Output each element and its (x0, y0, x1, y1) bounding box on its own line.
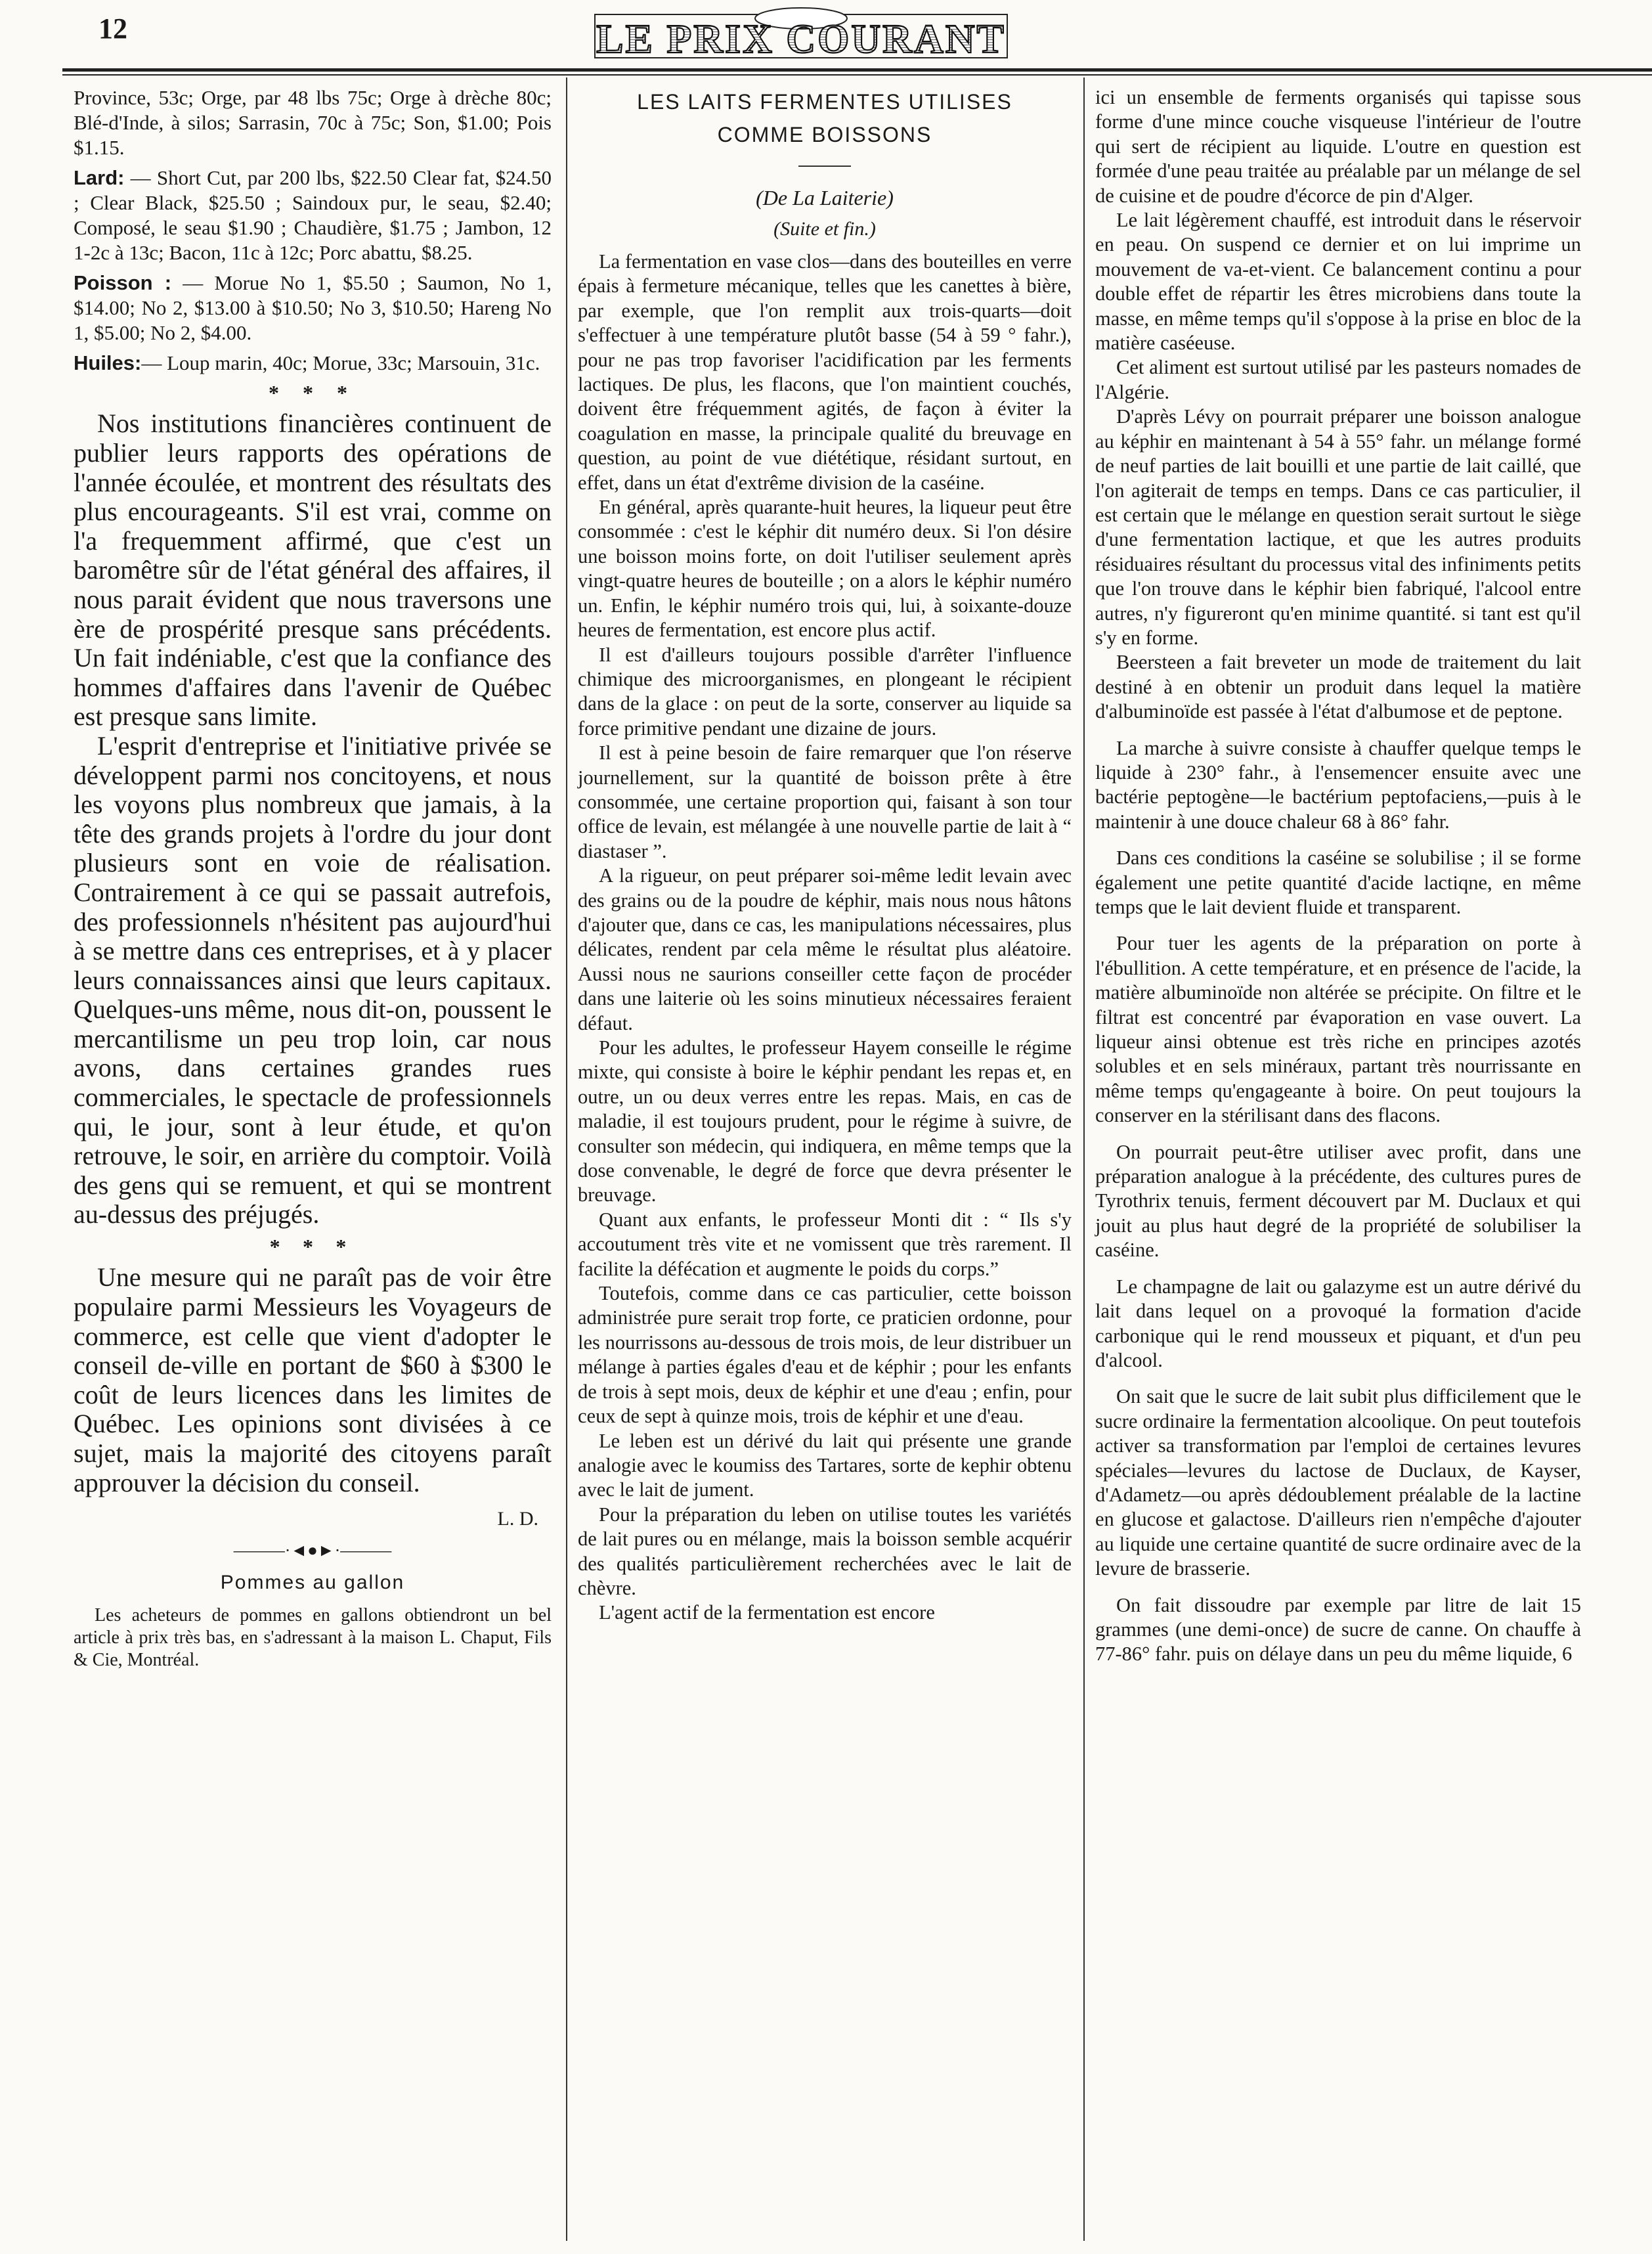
pommes-text: Les acheteurs de pommes en gallons obtiendront un bel article à prix très bas, en s'adressant à la maison L. Chaput, Fils & Cie, Montréal. (74, 1605, 552, 1670)
market-poisson (74, 271, 552, 345)
article-paragraph: Pour tuer les agents de la préparation on porte à l'ébullition. A cette température, et en présence de l'acide, la matière albuminoïde non altérée se précipite. On filtre et le filtrat est concentré par évaporation en vase ouvert. La liqueur ainsi obtenue est très riche en principes azotés solubles et en sels minéraux, partant très nourrissante en même temps qu'engageante à boire. On peut toujours la conserver en la stérilisant dans des flacons. (1095, 932, 1581, 1127)
article-title-line1: LES LAITS FERMENTES UTILISES (637, 90, 1012, 114)
editorial-paragraph: Nos institutions financières continuent de publier leurs rapports des opérations de l'année écoulée, et montrent des résultats des plus encourageants. S'il est vrai, comme on l'a frequemment affirmé, que c'est un baromêtre sûr de l'état général des affaires, il nous parait évident que nous traversons une ère de prospérité presque sans précédents. Un fait indéniable, c'est que la confiance des hommes d'affaires dans l'avenir de Québec est presque sans limite. (74, 409, 552, 732)
poisson-label: Poisson : (74, 271, 172, 294)
title-rule (798, 166, 851, 167)
masthead-logo (591, 5, 1011, 63)
article-paragraph: Le lait légèrement chauffé, est introduit dans le réservoir en peau. On suspend ce dernier et on lui imprime un mouvement de va-et-vient. Ce balancement continu a pour double effet de répartir les êtres microbiens dans toute la masse, en même temps qu'il s'oppose à la prise en bloc de la matière caséeuse. (1095, 209, 1581, 355)
poisson-text: — Morue No 1, $5.50 ; Saumon, No 1, $14.00; No 2, $13.00 à $10.50; No 3, $10.50; Hareng No 1, $5.00; No 2, $4.00. (74, 271, 552, 344)
editorial-paragraph: L'esprit d'entreprise et l'initiative privée se développent parmi nos concitoyens, et nous les voyons plus nombreux que jamais, à la tête des grands projets à l'ordre du jour dont plusieurs sont en voie de réalisation. Contrairement à ce qui se passait autrefois, des professionnels n'hésitent pas aujourd'hui à se mettre dans ces entreprises, et à y placer leurs connaissances ainsi que leurs capitaux. Quelques-uns même, nous dit-on, poussent le mercantilisme un peu trop loin, car nous avons, dans certaines grandes rues commerciales, le spectacle de professionnels qui, le jour, sont à leur étude, et qu'on retrouve, le soir, en arrière du comptoir. Voilà des gens qui se remuent, et qui se montrent au-dessus des préjugés. (74, 730, 552, 1229)
lard-label: Lard: (74, 166, 125, 189)
column-2 (578, 85, 1072, 1625)
market-lard (74, 166, 552, 265)
article-paragraph: On fait dissoudre par exemple par litre de lait 15 grammes (une demi-once) de sucre de canne. On chauffe à 77-86° fahr. puis on délaye dans un peu du même liquide, 6 (1095, 1593, 1581, 1666)
editorial-voyageurs (74, 1263, 552, 1497)
article-paragraph: Le leben est un dérivé du lait qui présente une grande analogie avec le koumiss des Tartares, sorte de kephir obtenu avec le lait de jument. (578, 1429, 1072, 1501)
article-paragraph: On pourrait peut-être utiliser avec profit, dans une préparation analogue à la précédente, des cultures pures de Tyrothrix tenuis, ferment découvert par M. Duclaux et qui jouit au plus haut degré de la propriété de solubiliser la caséine. (1095, 1140, 1581, 1262)
section-stars: * * * (269, 381, 357, 405)
market-grains: Province, 53c; Orge, par 48 lbs 75c; Orge à drèche 80c; Blé-d'Inde, à silos; Sarrasin, 70c à 75c; Son, $1.00; Pois $1.15. (74, 86, 552, 159)
article-paragraph: La marche à suivre consiste à chauffer quelque temps le liquide à 230° fahr., à l'ensemencer ensuite avec une bactérie peptogène—le bactérium peptofaciens,—puis à le maintenir à une douce chaleur 68 à 86° fahr. (1095, 736, 1581, 833)
masthead-text: LE PRIX COURANT (596, 17, 1006, 62)
article-paragraph: A la rigueur, on peut préparer soi-même ledit levain avec des grains ou de la poudre de képhir, mais nous nous hâtons d'ajouter que, dans ce cas, les manipulations nécessaires, plus délicates, rendent par cela même le résultat plus aléatoire. Aussi nous ne saurions conseiller cette façon de procéder dans une laiterie où les soins minutieux nécessaires feraient défaut. (578, 864, 1072, 1034)
article-paragraph: Dans ces conditions la caséine se solubilise ; il se forme également une petite quantité d'acide lactiqne, en même temps que le lait devient fluide et transparent. (1095, 847, 1581, 918)
huiles-text: — Loup marin, 40c; Morue, 33c; Marsouin, 31c. (141, 351, 540, 374)
article-suite: (Suite et fin.) (773, 218, 876, 240)
article-paragraph: En général, après quarante-huit heures, la liqueur peut être consommée : c'est le képhir dit numéro deux. Si l'on désire une boisson moins forte, on doit l'utiliser seulement après vingt-quatre heures de bouteille ; on a alors le képhir numéro un. Enfin, le képhir numéro trois qui, lui, à soixante-douze heures de fermentation, est encore plus actif. (578, 496, 1072, 642)
column-rule-2 (1083, 77, 1085, 2241)
article-paragraph: Pour les adultes, le professeur Hayem conseille le régime mixte, qui consiste à boire le képhir pendant les repas et, en outre, un ou deux verres entre les repas. Mais, en cas de maladie, il est toujours prudent, pour le régime à suivre, de consulter son médecin, qui indiquera, en même temps que la dose convenable, le degré de force que devra présenter le breuvage. (578, 1036, 1072, 1206)
article-paragraph: Beersteen a fait breveter un mode de traitement du lait destiné à en obtenir un produit dans lequel la matière d'albuminoïde est passée à l'état d'albumose et de peptone. (1095, 651, 1581, 723)
market-huiles (74, 351, 552, 376)
article-paragraph: Quant aux enfants, le professeur Monti dit : “ Ils s'y accoutument très vite et ne vomissent que très rarement. Il facilite la défécation et augmente le poids du corps.” (578, 1208, 1072, 1280)
article-paragraph: Toutefois, comme dans ce cas particulier, cette boisson administrée pure serait trop forte, ce praticien ordonne, pour les nourrissons au-dessous de trois mois, de leur distribuer un mélange à parties égales d'eau et de képhir ; pour les enfants de trois à sept mois, deux de képhir et une d'eau ; enfin, pour ceux de sept à quinze mois, trois de képhir et une d'eau. (578, 1282, 1072, 1428)
column-rule-1 (566, 77, 567, 2241)
pommes-title: Pommes au gallon (220, 1572, 405, 1593)
editorial-paragraph: Une mesure qui ne paraît pas de voir être populaire parmi Messieurs les Voyageurs de commerce, est celle que vient d'adopter le conseil de-ville en portant de $60 à $300 le coût de leurs licences dans les limites de Québec. Les opinions sont divisées à ce sujet, mais la majorité des citoyens paraît approuver la décision du conseil. (74, 1262, 552, 1497)
article-title-line2: COMME BOISSONS (717, 123, 932, 146)
column-1 (74, 85, 552, 1671)
lard-text: — Short Cut, par 200 lbs, $22.50 Clear fat, $24.50 ; Clear Black, $25.50 ; Saindoux pur, le seau, $2.40; Composé, le seau $1.90 ; Chaudière, $1.75 ; Jambon, 12 1-2c à 13c; Bacon, 11c à 12c; Porc abattu, $8.25. (74, 166, 552, 264)
article-paragraph: Le champagne de lait ou galazyme est un autre dérivé du lait dans lequel on a provoqué la formation d'acide carbonique qui le rend mousseux et piquant, et d'un peu d'alcool. (1095, 1275, 1581, 1371)
article-title (578, 85, 1072, 151)
article-paragraph: L'agent actif de la fermentation est encore (599, 1601, 935, 1624)
ornament-divider: ———·◄●►·——— (233, 1540, 392, 1560)
header-rule (62, 68, 1652, 76)
article-paragraph: Cet aliment est surtout utilisé par les pasteurs nomades de l'Algérie. (1095, 356, 1581, 403)
huiles-label: Huiles: (74, 351, 142, 374)
article-source: (De La Laiterie) (756, 186, 894, 210)
masthead-logo-art (591, 5, 1011, 63)
editorial-institutions (74, 409, 552, 1229)
pommes-notice (74, 1604, 552, 1671)
article-paragraph: Il est d'ailleurs toujours possible d'arrêter l'influence chimique des microorganismes, en plongeant le récipient dans de la glace : on peut de la sorte, conserver au liquide sa force primitive pendant une dizaine de jours. (578, 643, 1072, 740)
market-prices (74, 85, 552, 376)
article-paragraph: ici un ensemble de ferments organisés qui tapisse sous forme d'une mince couche visqueuse l'intérieur de l'outre qui sert de récipient au liquide. L'outre en question est formée d'une peau traitée au préalable par un mélange de sel de cuisine et de poudre d'écorce de pin d'Alger. (1095, 86, 1581, 207)
signature: L. D. (497, 1508, 538, 1530)
article-paragraph: Pour la préparation du leben on utilise toutes les variétés de lait pures ou en mélange, mais la boisson semble acquérir des qualités particulièrement recherchées avec le lait de chèvre. (578, 1503, 1072, 1599)
page-number: 12 (98, 12, 127, 45)
section-stars: * * * (269, 1235, 356, 1259)
article-paragraph: D'après Lévy on pourrait préparer une boisson analogue au képhir en maintenant à 54 à 55° fahr. un mélange formé de neuf parties de lait bouilli et une partie de lait caillé, que l'on agiterait de temps en temps. Dans ce cas particulier, il est certain que le mélange en question serait surtout le siège d'une fermentation lactique, et que les autres produits résiduaires résultant du processus vital des infiniments petits que l'on trouve dans le képhir bien fabriqué, l'alcool entre autres, n'y figureront qu'en minime quantité. si tant est qu'il s'y en forme. (1095, 405, 1581, 649)
article-paragraph: On sait que le sucre de lait subit plus difficilement que le sucre ordinaire la fermentation alcoolique. On peut toutefois activer sa transformation par l'emploi de certaines levures spéciales—levures du lactose de Duclaux, de Kayser, d'Adametz—ou après dédoublement préalable de la lactine en glucose et galactose. D'ailleurs rien n'empêche d'ajouter au liquide une certaine quantité de sucre ordinaire avec de la levure de brasserie. (1095, 1385, 1581, 1580)
article-paragraph: Il est à peine besoin de faire remarquer que l'on réserve journellement, sur la quantité de boisson prête à être consommée, une certaine proportion qui, faisant à son tour office de levain, est mélangée à une nouvelle partie de lait à “ diastaser ”. (578, 741, 1072, 862)
column-3 (1095, 85, 1581, 1667)
article-paragraph: La fermentation en vase clos—dans des bouteilles en verre épais à fermeture mécanique, telles que les canettes à bière, par exemple, que l'on remplit aux trois-quarts—doit s'effectuer à une température plutôt basse (54 à 59 ° fahr.), pour ne pas trop favoriser l'acidification par les ferments lactiques. De plus, les flacons, que l'on maintient couchés, doivent être fréquemment agités, de façon à éviter la coagulation en masse, la principale qualité du breuvage en question, au point de vue diététique, résidant surtout, en effet, dans un état d'extrême division de la caséine. (578, 250, 1072, 494)
